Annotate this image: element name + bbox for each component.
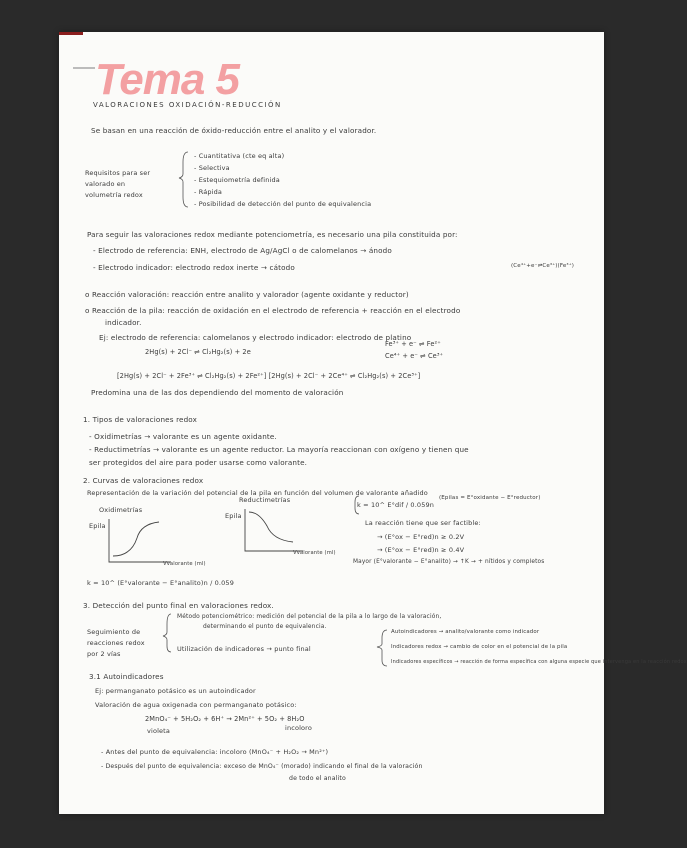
- utilizacion-text: Utilización de indicadores → punto final: [177, 645, 311, 653]
- k-formula: k = 10^ E°dif / 0.059n: [357, 501, 435, 509]
- side-equation: (Ce⁴⁺+e⁻⇌Ce³⁺)(Fe³⁺): [511, 263, 575, 269]
- condicion-1: → (E°ox − E°red)n ≥ 0.2V: [377, 533, 465, 541]
- curvas-representacion: Representación de la variación del potencial de la pila en función del volumen de valorante añadido: [87, 489, 428, 497]
- requisito-item: - Posibilidad de detección del punto de equivalencia: [194, 200, 372, 208]
- e-pilas: (Epilas = E°oxidante − E°reductor): [439, 495, 541, 501]
- reaccion-pila: o Reacción de la pila: reacción de oxidación en el electrodo de referencia + reacción en el electrodo: [85, 306, 461, 315]
- reaccion-valoracion: o Reacción valoración: reacción entre analito y valorador (agente oxidante y reductor): [85, 290, 409, 299]
- metodo-text: Método potenciométrico: medición del potencial de la pila a lo largo de la valoración,: [177, 614, 442, 620]
- label-violeta: violeta: [147, 727, 171, 735]
- condicion-2: → (E°ox − E°red)n ≥ 0.4V: [377, 546, 465, 554]
- requisitos-label: Requisitos para ser: [85, 169, 151, 177]
- equation-calomelanos: 2Hg(s) + 2Cl⁻ ⇌ Cl₂Hg₂(s) + 2e: [145, 348, 251, 356]
- requisito-item: - Estequiometría definida: [194, 176, 280, 184]
- indicadores-brace: [377, 630, 387, 666]
- oxidimetria-curve-plot: [109, 519, 171, 562]
- antes-text: - Antes del punto de equivalencia: incoloro (MnO₄⁻ + H₂O₂ → Mn²⁺): [101, 748, 329, 756]
- mayor-text: Mayor (E°valorante − E°analito) → ↑K → + nítidos y completos: [353, 559, 545, 565]
- pila-intro: Para seguir las valoraciones redox mediante potenciometría, es necesario una pila constituida por:: [87, 230, 458, 239]
- electrodo-referencia: - Electrodo de referencia: ENH, electrodo de Ag/AgCl o de calomelanos → ánodo: [93, 246, 392, 255]
- section-deteccion-heading: 3. Detección del punto final en valoraciones redox.: [83, 601, 274, 610]
- notes-page: [59, 32, 687, 814]
- annotations-overlay: [59, 32, 604, 814]
- autoind-valoracion: Valoración de agua oxigenada con permanganato potásico:: [95, 701, 297, 709]
- autoind-reaction: 2MnO₄⁻ + 5H₂O₂ + 6H⁺ → 2Mn²⁺ + 5O₂ + 8H₂O: [145, 715, 305, 723]
- despues-text: - Después del punto de equivalencia: exceso de MnO₄⁻ (morado) indicando el final de la valoración: [101, 763, 423, 770]
- vvalorante-label-1: Vvalorante (ml): [163, 561, 206, 567]
- requisitos-brace: [179, 152, 188, 207]
- reaccion-pila: indicador.: [105, 318, 142, 327]
- tipos-line: ser protegidos del aire para poder usarse como valorante.: [89, 458, 308, 467]
- despues-text: de todo el analito: [289, 775, 346, 782]
- intro-text: Se basan en una reacción de óxido-reducción entre el analito y el valorador.: [91, 126, 377, 135]
- epila-label-1: Epila: [89, 522, 106, 530]
- epila-label-2: Epila: [225, 512, 242, 520]
- requisito-item: - Rápida: [194, 188, 223, 196]
- label-incoloro: incoloro: [285, 724, 312, 732]
- section-curvas-heading: 2. Curvas de valoraciones redox: [83, 476, 204, 485]
- tipos-line: - Reductimetrías → valorante es un agente reductor. La mayoría reaccionan con oxígeno y tienen que: [89, 445, 469, 454]
- metodo-text: determinando el punto de equivalencia.: [203, 624, 327, 630]
- seguimiento-label: Seguimiento de: [87, 628, 141, 636]
- equation-full: [2Hg(s) + 2Cl⁻ + 2Fe³⁺ ⇌ Cl₂Hg₂(s) + 2Fe²⁺] [2Hg(s) + 2Cl⁻ + 2Ce⁴⁺ ⇌ Cl₂Hg₂(s) + 2Ce³⁺]: [117, 372, 421, 380]
- section-autoind-heading: 3.1 Autoindicadores: [89, 672, 164, 681]
- k-bottom-formula: k = 10^ (E°valorante − E°analito)n / 0.059: [87, 579, 234, 587]
- reductimetrias-label: Reductimetrías: [239, 496, 291, 504]
- page-subtitle: VALORACIONES OXIDACIÓN-REDUCCIÓN: [93, 101, 282, 109]
- electrodo-indicador: - Electrodo indicador: electrodo redox inerte → cátodo: [93, 263, 295, 272]
- seguimiento-label: reacciones redox: [87, 639, 145, 647]
- k-brace: [355, 496, 359, 514]
- oxidimetrias-label: Oxidimetrías: [99, 506, 143, 514]
- indicador-item: Autoindicadores → analito/valorante como indicador: [391, 629, 540, 635]
- reductimetria-curve-plot: [245, 509, 303, 551]
- factible-text: La reacción tiene que ser factible:: [365, 519, 481, 527]
- equation-fe: Fe³⁺ + e⁻ ⇌ Fe²⁺: [385, 340, 441, 348]
- equation-ce: Ce⁴⁺ + e⁻ ⇌ Ce³⁺: [385, 352, 444, 360]
- vvalorante-label-2: Vvalorante (ml): [293, 550, 336, 556]
- seguimiento-label: por 2 vías: [87, 650, 121, 658]
- requisito-item: - Selectiva: [194, 164, 230, 172]
- autoind-ej: Ej: permanganato potásico es un autoindicador: [95, 687, 256, 695]
- section-tipos-heading: 1. Tipos de valoraciones redox: [83, 415, 198, 424]
- tipos-line: - Oxidimetrías → valorante es un agente oxidante.: [89, 432, 277, 441]
- requisitos-label: valorado en: [85, 180, 126, 188]
- predomina-text: Predomina una de las dos dependiendo del momento de valoración: [91, 388, 344, 397]
- requisitos-label: volumetría redox: [85, 191, 143, 199]
- indicador-item: Indicadores específicos → reacción de forma específica con alguna especie que intervenga en la reacción redox: [391, 659, 687, 665]
- indicador-item: Indicadores redox → cambio de color en el potencial de la pila: [391, 644, 568, 650]
- ejemplo-electrodos: Ej: electrodo de referencia: calomelanos y electrodo indicador: electrodo de platino: [99, 333, 412, 342]
- page-title: Tema 5: [95, 55, 240, 104]
- seguimiento-brace: [163, 614, 171, 652]
- requisito-item: - Cuantitativa (cte eq alta): [194, 152, 285, 160]
